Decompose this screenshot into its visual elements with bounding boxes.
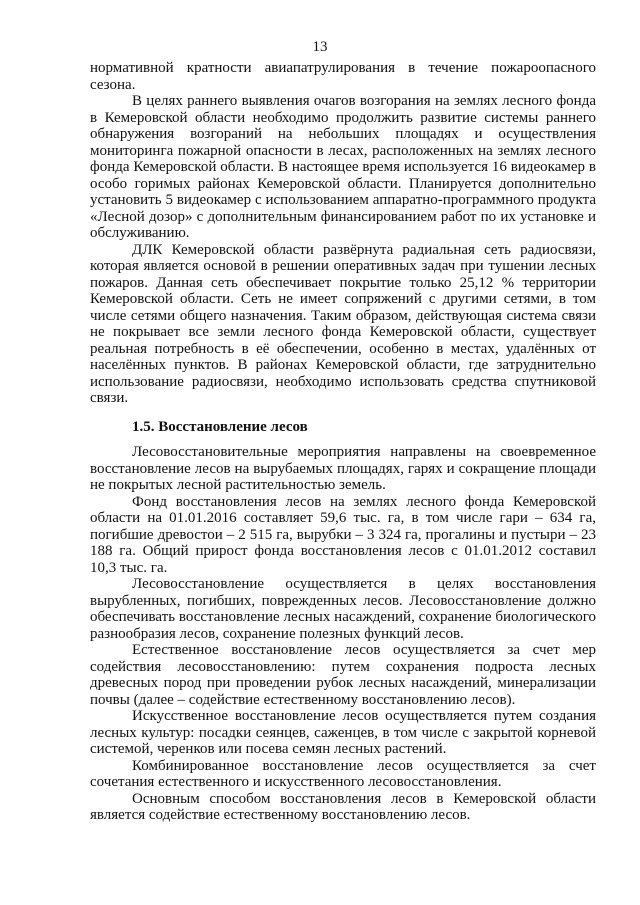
document-body [90,60,596,824]
paragraph-combined-restoration: Комбинированное восстановление лесов осуществляется за счет сочетания естественного и искусственного лесовосстановления. [90,757,596,790]
paragraph-reforestation-measures: Лесовосстановительные мероприятия направлены на своевременное восстановление лесов на вырубаемых площадях, гарях и сокращение площади не покрытых лесной растительностью земель. [90,444,596,493]
paragraph-early-detection: В целях раннего выявления очагов возгорания на землях лесного фонда в Кемеровской области необходимо продолжить развитие системы раннего обнаружения возгораний на небольших площадях и осуществления мониторинга пожарной опасности в лесах, расположенных на землях лесного фонда Кемеровской области. В настоящее время используется 16 видеокамер в особо горимых районах Кемеровской области. Планируется дополнительно установить 5 видеокамер с использованием аппаратно-программного продукта «Лесной дозор» с дополнительным финансированием работ по их установке и обслуживанию. [90,93,596,241]
section-heading: 1.5. Восстановление лесов [132,418,308,435]
paragraph-reforestation-fund: Фонд восстановления лесов на землях лесного фонда Кемеровской области на 01.01.2016 составляет 59,6 тыс. га, в том числе гари – 634 га, погибшие древостои – 2 515 га, вырубки – 3 324 га, прогалины и пустыри – 23 188 га. Общий прирост фонда восстановления лесов с 01.01.2012 составил 10,3 тыс. га. [90,493,596,576]
paragraph-main-method: Основным способом восстановления лесов в Кемеровской области является содействие естественному восстановлению лесов. [90,790,596,823]
paragraph-natural-restoration: Естественное восстановление лесов осуществляется за счет мер содействия лесовосстановлению: путем сохранения подроста лесных древесных пород при проведении рубок лесных насаждений, минерализации почвы (далее – содействие естественному восстановлению лесов). [90,642,596,708]
paragraph-reforestation-purpose: Лесовосстановление осуществляется в целях восстановления вырубленных, погибших, поврежденных лесов. Лесовосстановление должно обеспечивать восстановление лесных насаждений, сохранение биологического разнообразия лесов, сохранение полезных функций лесов. [90,576,596,642]
paragraph-artificial-restoration: Искусственное восстановление лесов осуществляется путем создания лесных культур: посадки сеянцев, саженцев, в том числе с закрытой корневой системой, черенков или посева семян лесных растений. [90,708,596,757]
page-number: 13 [312,39,328,55]
paragraph-radio-network: ДЛК Кемеровской области развёрнута радиальная сеть радиосвязи, которая является основой в решении оперативных задач при тушении лесных пожаров. Данная сеть обеспечивает покрытие только 25,12 % территории Кемеровской области. Сеть не имеет сопряжений с другими сетями, в том числе сетями общего назначения. Таким образом, действующая система связи не покрывает все земли лесного фонда Кемеровской области, существует реальная потребность в её обеспечении, особенно в местах, удалённых от населённых пунктов. В районах Кемеровской области, где затруднительно использование радиосвязи, необходимо использовать средства спутниковой связи. [90,241,596,406]
paragraph-continuation: нормативной кратности авиапатрулирования в течение пожароопасного сезона. [90,60,596,93]
